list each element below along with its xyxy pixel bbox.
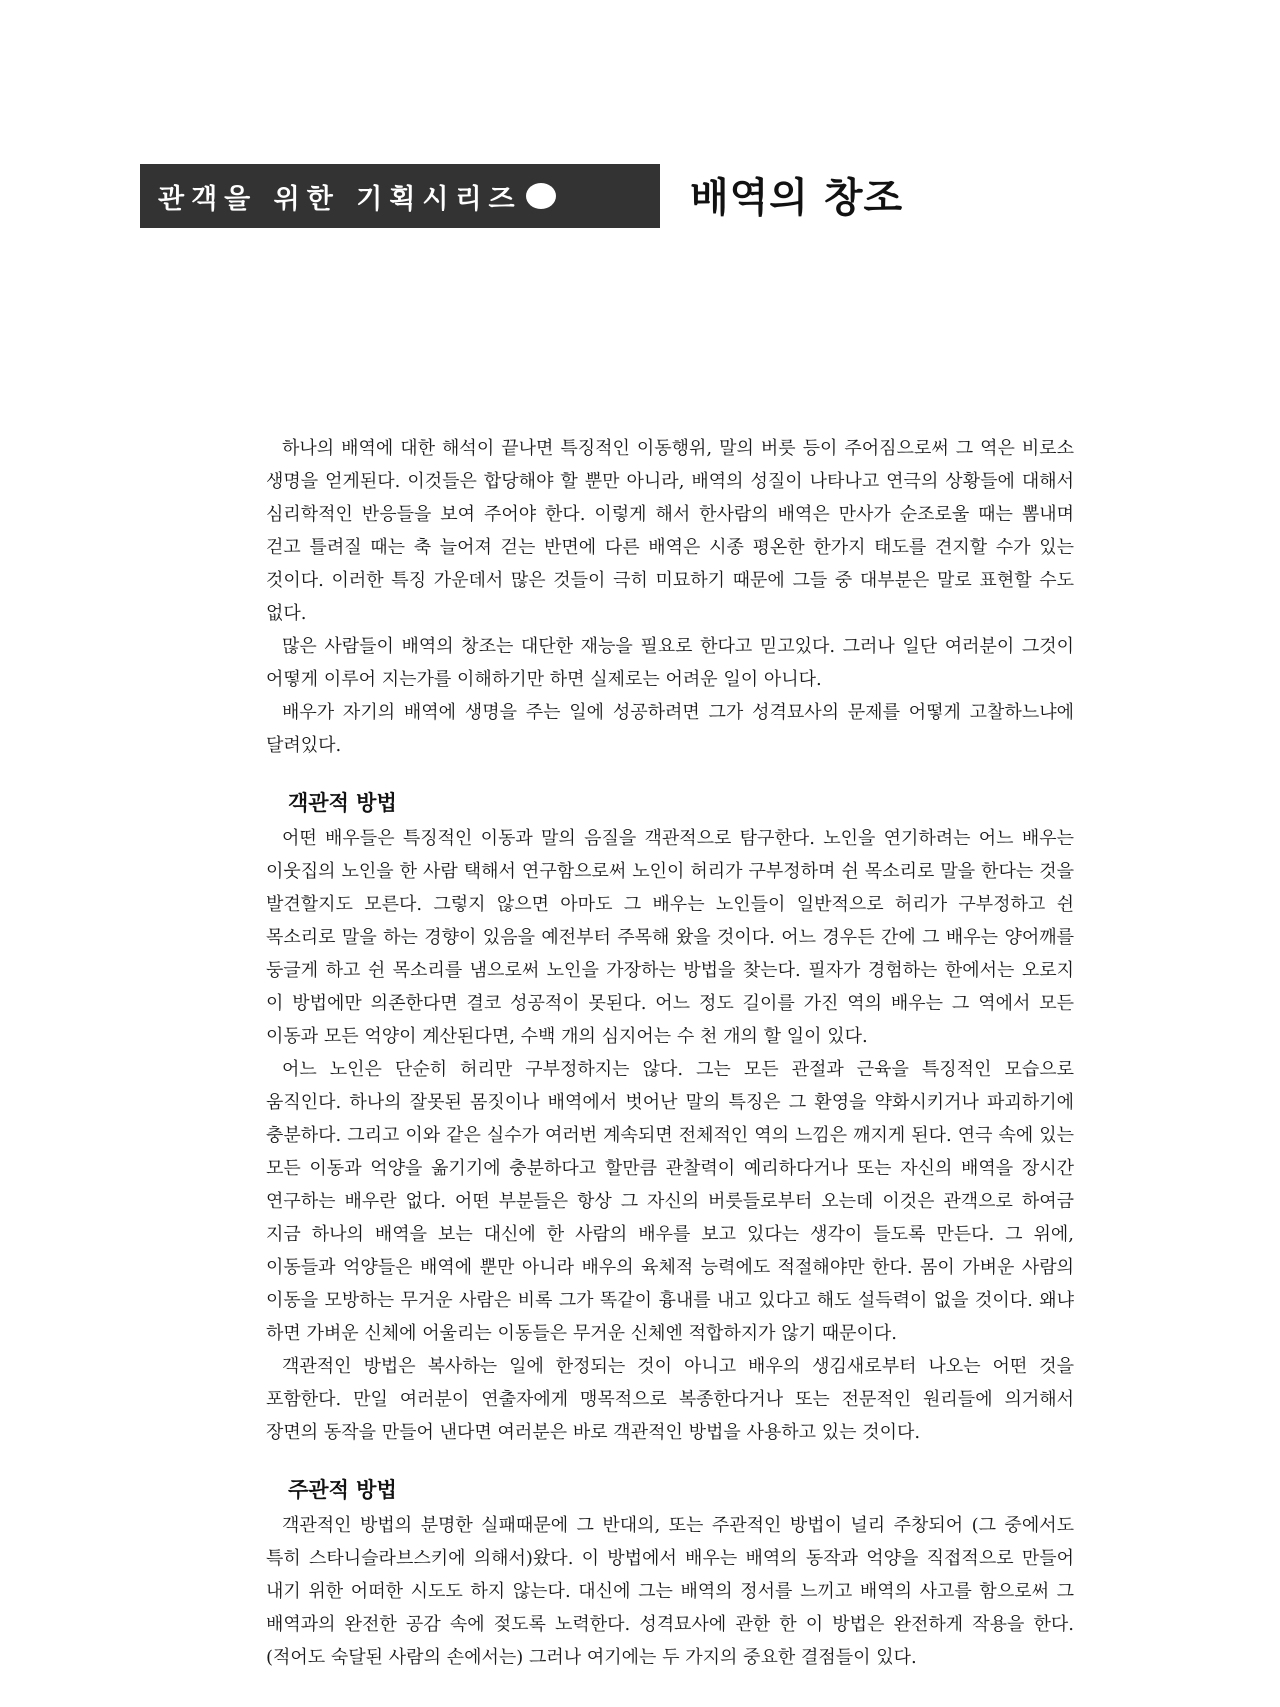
section-objective-method	[266, 788, 1074, 1449]
body-paragraph: 어느 노인은 단순히 허리만 구부정하지는 않다. 그는 모든 관절과 근육을 특징적인 모습으로 움직인다. 하나의 잘못된 몸짓이나 배역에서 벗어난 말의 특징은 그 환영을 약화시키거나 파괴하기에 충분하다. 그리고 이와 같은 실수가 여러번 계속되면 전체적인 역의 느낌은 깨지게 된다. 연극 속에 있는 모든 이동과 억양을 옮기기에 충분하다고 할만큼 관찰력이 예리하다거나 또는 자신의 배역을 장시간 연구하는 배우란 없다. 어떤 부분들은 항상 그 자신의 버릇들로부터 오는데 이것은 관객으로 하여금 지금 하나의 배역을 보는 대신에 한 사람의 배우를 보고 있다는 생각이 들도록 만든다. 그 위에, 이동들과 억양들은 배역에 뿐만 아니라 배우의 육체적 능력에도 적절해야만 한다. 몸이 가벼운 사람의 이동을 모방하는 무거운 사람은 비록 그가 똑같이 흉내를 내고 있다고 해도 설득력이 없을 것이다. 왜냐 하면 가벼운 신체에 어울리는 이동들은 무거운 신체엔 적합하지가 않기 때문이다.	[266, 1059, 1074, 1344]
series-header	[140, 164, 1140, 228]
intro-paragraph: 하나의 배역에 대한 해석이 끝나면 특징적인 이동행위, 말의 버릇 등이 주어짐으로써 그 역은 비로소 생명을 얻게된다. 이것들은 합당해야 할 뿐만 아니라, 배역의 성질이 나타나고 연극의 상황들에 대해서 심리학적인 반응들을 보여 주어야 한다. 이렇게 해서 한사람의 배역은 만사가 순조로울 때는 뽐내며 걷고 틀려질 때는 축 늘어져 걷는 반면에 다른 배역은 시종 평온한 한가지 태도를 견지할 수가 있는 것이다. 이러한 특징 가운데서 많은 것들이 극히 미묘하기 때문에 그들 중 대부분은 말로 표현할 수도 없다.	[266, 438, 1075, 624]
article-body	[266, 432, 1074, 1674]
section-subjective-method	[266, 1475, 1074, 1674]
section-heading: 주관적 방법	[288, 1478, 397, 1502]
bullet-dot-icon	[526, 183, 556, 209]
body-paragraph: 객관적인 방법은 복사하는 일에 한정되는 것이 아니고 배우의 생김새로부터 나오는 어떤 것을 포함한다. 만일 여러분이 연출자에게 맹목적으로 복종한다거나 또는 전문적인 원리들에 의거해서 장면의 동작을 만들어 낸다면 여러분은 바로 객관적인 방법을 사용하고 있는 것이다.	[266, 1356, 1074, 1443]
body-paragraph: 객관적인 방법의 분명한 실패때문에 그 반대의, 또는 주관적인 방법이 널리 주창되어 (그 중에서도 특히 스타니슬라브스키에 의해서)왔다. 이 방법에서 배우는 배역의 동작과 억양을 직접적으로 만들어 내기 위한 어떠한 시도도 하지 않는다. 대신에 그는 배역의 정서를 느끼고 배역의 사고를 함으로써 그 배역과의 완전한 공감 속에 젖도록 노력한다. 성격묘사에 관한 한 이 방법은 완전하게 작용을 한다. (적어도 숙달된 사람의 손에서는) 그러나 여기에는 두 가지의 중요한 결점들이 있다.	[266, 1515, 1074, 1668]
series-label: 관객을 위한 기획시리즈	[158, 183, 522, 215]
body-paragraph: 어떤 배우들은 특징적인 이동과 말의 음질을 객관적으로 탐구한다. 노인을 연기하려는 어느 배우는 이웃집의 노인을 한 사람 택해서 연구함으로써 노인이 허리가 구부정하며 쉰 목소리로 말을 한다는 것을 발견할지도 모른다. 그렇지 않으면 아마도 그 배우는 노인들이 일반적으로 허리가 구부정하고 쉰 목소리로 말을 하는 경향이 있음을 예전부터 주목해 왔을 것이다. 어느 경우든 간에 그 배우는 양어깨를 둥글게 하고 쉰 목소리를 냄으로써 노인을 가장하는 방법을 찾는다. 필자가 경험하는 한에서는 오로지 이 방법에만 의존한다면 결코 성공적이 못된다. 어느 정도 길이를 가진 역의 배우는 그 역에서 모든 이동과 모든 억양이 계산된다면, 수백 개의 심지어는 수 천 개의 할 일이 있다.	[266, 828, 1074, 1047]
series-banner	[140, 164, 660, 228]
page-title: 배역의 창조	[690, 175, 904, 221]
intro-paragraph: 많은 사람들이 배역의 창조는 대단한 재능을 필요로 한다고 믿고있다. 그러나 일단 여러분이 그것이 어떻게 이루어 지는가를 이해하기만 하면 실제로는 어려운 일이 아니다.	[266, 636, 1074, 690]
intro-paragraph: 배우가 자기의 배역에 생명을 주는 일에 성공하려면 그가 성격묘사의 문제를 어떻게 고찰하느냐에 달려있다.	[266, 702, 1074, 756]
section-heading: 객관적 방법	[288, 791, 397, 815]
